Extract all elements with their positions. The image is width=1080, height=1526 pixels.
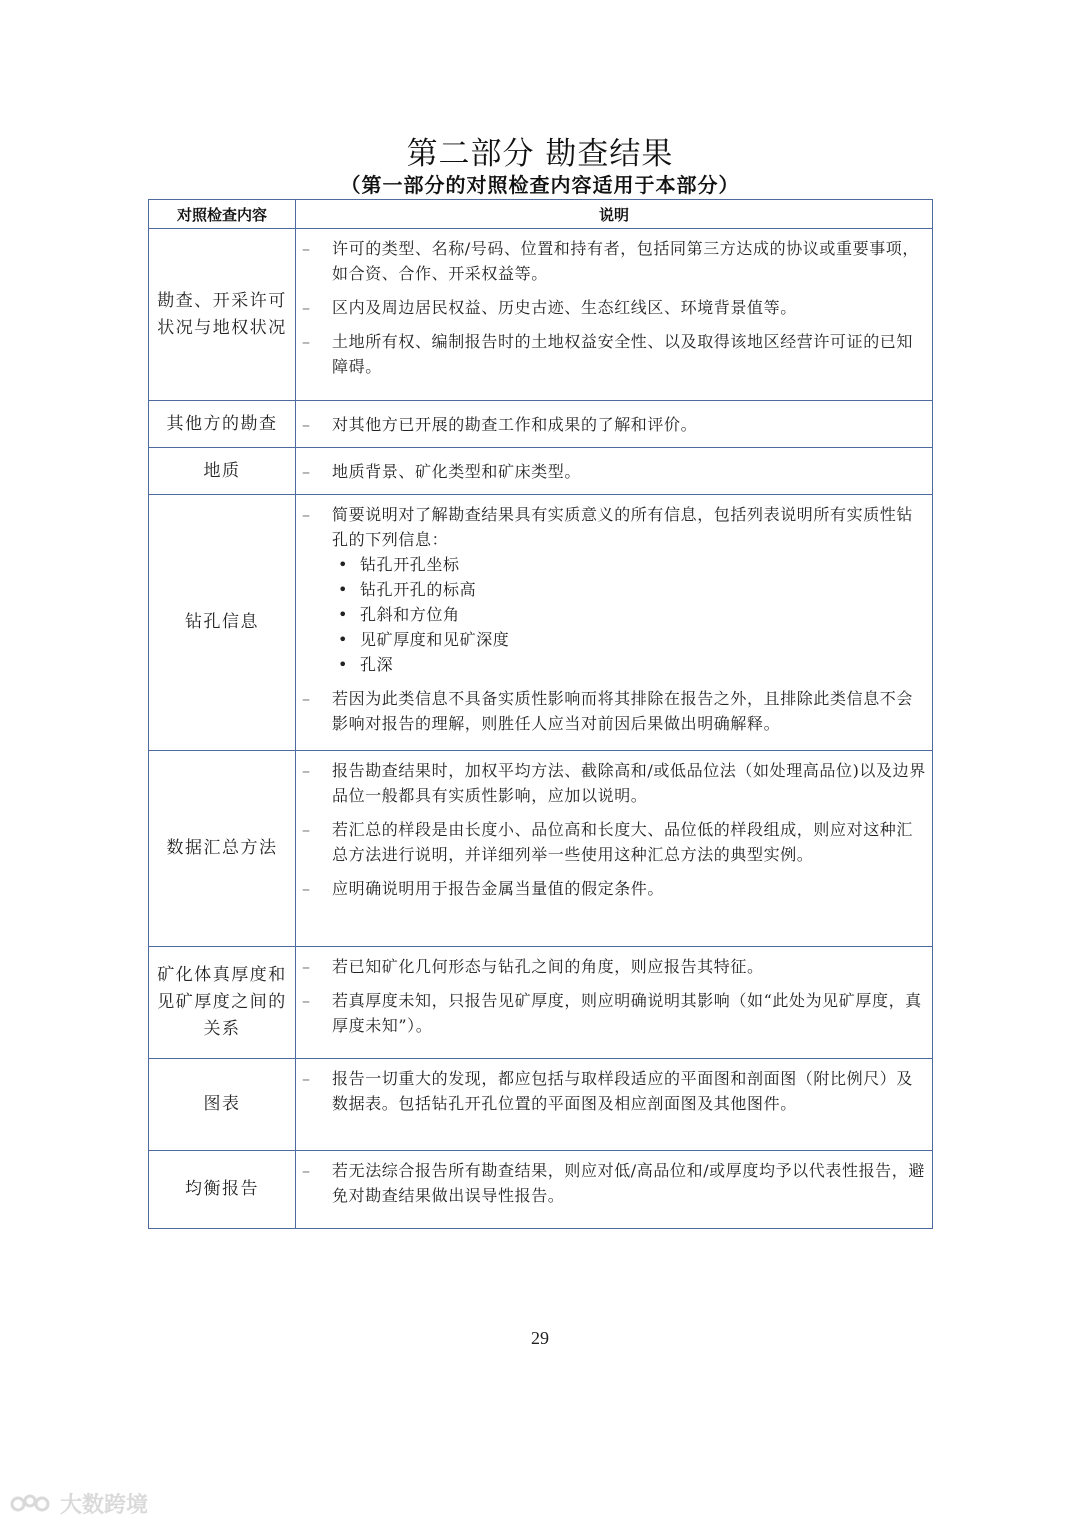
description-text: 报告勘查结果时，加权平均方法、截除高和/或低品位法（如处理高品位)以及边界品位一般都具有实质性影响，应加以说明。 — [332, 761, 926, 805]
row-label: 其他方的勘查 — [149, 401, 296, 448]
description-text-block — [332, 817, 926, 867]
description-item — [302, 236, 926, 286]
bullet-icon: • — [338, 630, 349, 649]
description-text-block — [332, 758, 926, 808]
list-item — [332, 652, 926, 677]
bullet-text: 钻孔开孔的标高 — [360, 580, 477, 599]
description-item — [302, 876, 926, 901]
row-label: 矿化体真厚度和见矿厚度之间的关系 — [149, 947, 296, 1059]
description-text-block — [332, 686, 926, 736]
description-item — [302, 988, 926, 1038]
bullet-icon: • — [338, 605, 349, 624]
description-text: 若真厚度未知，只报告见矿厚度，则应明确说明其影响（如“此处为见矿厚度，真厚度未知”）。 — [332, 991, 922, 1035]
row-label: 地质 — [149, 448, 296, 495]
description-text: 若无法综合报告所有勘查结果，则应对低/高品位和/或厚度均予以代表性报告，避免对勘查结果做出误导性报告。 — [332, 1161, 925, 1205]
table-body — [149, 229, 933, 1229]
list-item — [332, 602, 926, 627]
dash-marker: – — [302, 239, 311, 258]
dash-marker: – — [302, 991, 311, 1010]
dash-marker: – — [302, 761, 311, 780]
description-text: 土地所有权、编制报告时的土地权益安全性、以及取得该地区经营许可证的已知障碍。 — [332, 332, 914, 376]
description-text: 应明确说明用于报告金属当量值的假定条件。 — [332, 879, 665, 898]
bullet-icon: • — [338, 580, 349, 599]
row-label: 均衡报告 — [149, 1151, 296, 1229]
table-row — [149, 448, 933, 495]
description-item — [302, 502, 926, 677]
checklist-table — [148, 199, 933, 1229]
dash-marker: – — [302, 1069, 311, 1088]
description-item — [302, 686, 926, 736]
row-label: 数据汇总方法 — [149, 751, 296, 947]
table-row — [149, 751, 933, 947]
dash-marker: – — [302, 505, 311, 524]
description-item — [302, 1158, 926, 1208]
description-text-block — [332, 459, 926, 484]
description-text-block — [332, 1158, 926, 1208]
bullet-icon: • — [338, 555, 349, 574]
description-text: 若因为此类信息不具备实质性影响而将其排除在报告之外，且排除此类信息不会影响对报告的理解，则胜任人应当对前因后果做出明确解释。 — [332, 689, 914, 733]
bullet-icon: • — [338, 655, 349, 674]
description-item — [302, 329, 926, 379]
description-text-block — [332, 329, 926, 379]
description-text: 区内及周边居民权益、历史古迹、生态红线区、环境背景值等。 — [332, 298, 797, 317]
row-description — [296, 448, 933, 495]
dash-marker: – — [302, 332, 311, 351]
bullet-text: 孔斜和方位角 — [360, 605, 460, 624]
description-text-block — [332, 876, 926, 901]
description-text-block — [332, 1066, 926, 1116]
row-description — [296, 1059, 933, 1151]
table-header-row — [149, 200, 933, 229]
dash-marker: – — [302, 957, 311, 976]
bullet-text: 孔深 — [360, 655, 394, 674]
description-item — [302, 817, 926, 867]
table-row — [149, 229, 933, 401]
page-title: 第二部分 勘查结果 — [406, 136, 674, 172]
description-item — [302, 295, 926, 320]
dash-marker: – — [302, 462, 311, 481]
description-text: 报告一切重大的发现，都应包括与取样段适应的平面图和剖面图（附比例尺）及数据表。包括钻孔开孔位置的平面图及相应剖面图及其他图件。 — [332, 1069, 914, 1113]
row-description — [296, 401, 933, 448]
description-text: 对其他方已开展的勘查工作和成果的了解和评价。 — [332, 415, 698, 434]
description-text-block — [332, 954, 926, 979]
dash-marker: – — [302, 298, 311, 317]
row-description — [296, 229, 933, 401]
description-text: 若已知矿化几何形态与钻孔之间的角度，则应报告其特征。 — [332, 957, 764, 976]
list-item — [332, 552, 926, 577]
row-description — [296, 1151, 933, 1229]
table-row — [149, 1059, 933, 1151]
row-description — [296, 947, 933, 1059]
row-description — [296, 495, 933, 751]
description-text-block — [332, 295, 926, 320]
page-number: 29 — [531, 1328, 549, 1348]
row-label: 钻孔信息 — [149, 495, 296, 751]
dash-marker: – — [302, 820, 311, 839]
list-item — [332, 577, 926, 602]
description-text: 地质背景、矿化类型和矿床类型。 — [332, 462, 582, 481]
dash-marker: – — [302, 689, 311, 708]
dash-marker: – — [302, 879, 311, 898]
description-text-block — [332, 502, 926, 677]
bullet-text: 见矿厚度和见矿深度 — [360, 630, 510, 649]
watermark-text: 大数跨境 — [60, 1493, 149, 1518]
page-subtitle: （第一部分的对照检查内容适用于本部分） — [340, 173, 740, 197]
description-text: 简要说明对了解勘查结果具有实质意义的所有信息，包括列表说明所有实质性钻孔的下列信息： — [332, 505, 914, 549]
row-description — [296, 751, 933, 947]
row-label: 勘查、开采许可状况与地权状况 — [149, 229, 296, 401]
table-row — [149, 947, 933, 1059]
row-label: 图表 — [149, 1059, 296, 1151]
list-item — [332, 627, 926, 652]
description-text: 若汇总的样段是由长度小、品位高和长度大、品位低的样段组成，则应对这种汇总方法进行说明，并详细列举一些使用这种汇总方法的典型实例。 — [332, 820, 914, 864]
watermark — [10, 1488, 148, 1519]
bullet-list — [332, 552, 926, 677]
description-text-block — [332, 412, 926, 437]
description-item — [302, 954, 926, 979]
dash-marker: – — [302, 415, 311, 434]
description-text: 许可的类型、名称/号码、位置和持有者，包括同第三方达成的协议或重要事项，如合资、合作、开采权益等。 — [332, 239, 919, 283]
table-row — [149, 401, 933, 448]
bullet-text: 钻孔开孔坐标 — [360, 555, 460, 574]
column-header-description: 说明 — [296, 200, 933, 229]
description-item — [302, 758, 926, 808]
column-header-item: 对照检查内容 — [149, 200, 296, 229]
description-item — [302, 1066, 926, 1116]
watermark-logo-icon — [10, 1491, 54, 1517]
dash-marker: – — [302, 1161, 311, 1180]
description-text-block — [332, 236, 926, 286]
description-text-block — [332, 988, 926, 1038]
description-item — [302, 459, 926, 484]
table-row — [149, 495, 933, 751]
table-row — [149, 1151, 933, 1229]
description-item — [302, 412, 926, 437]
